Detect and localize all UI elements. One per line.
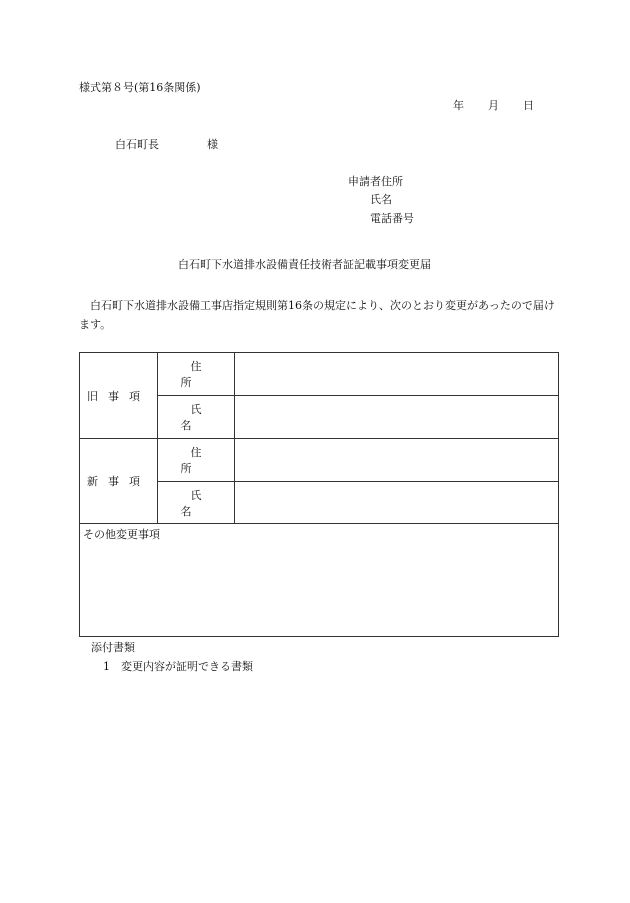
new-address-field[interactable] (235, 439, 559, 482)
body-text: 白石町下水道排水設備工事店指定規則第16条の規定により、次のとおり変更があったので届けます。 (79, 299, 555, 331)
date-day-label: 日 (523, 99, 534, 112)
addressee-name: 白石町長 (115, 138, 159, 151)
new-section-label: 新事項 (80, 439, 158, 524)
old-address-label: 住所 (158, 353, 235, 396)
date-year-label: 年 (453, 99, 464, 112)
old-section-label: 旧事項 (80, 353, 158, 439)
old-name-field[interactable] (235, 396, 559, 439)
applicant-name-label: 氏名 (370, 193, 392, 206)
attachments-heading: 添付書類 (91, 641, 135, 654)
date-month-label: 月 (488, 99, 499, 112)
old-name-label: 氏名 (158, 396, 235, 439)
applicant-address-label: 申請者住所 (348, 175, 403, 188)
change-table (79, 352, 559, 637)
document-title: 白石町下水道排水設備責任技術者証記載事項変更届 (178, 258, 431, 271)
addressee-honorific: 様 (207, 138, 218, 151)
old-address-field[interactable] (235, 353, 559, 396)
form-number: 様式第８号(第16条関係) (79, 81, 201, 94)
new-name-field[interactable] (235, 482, 559, 524)
other-changes-label: その他変更事項 (83, 528, 160, 541)
attachment-item: 1 変更内容が証明できる書類 (103, 660, 253, 673)
new-address-label: 住所 (158, 439, 235, 482)
applicant-phone-label: 電話番号 (370, 212, 414, 225)
other-changes-field[interactable] (80, 524, 559, 637)
new-name-label: 氏名 (158, 482, 235, 524)
